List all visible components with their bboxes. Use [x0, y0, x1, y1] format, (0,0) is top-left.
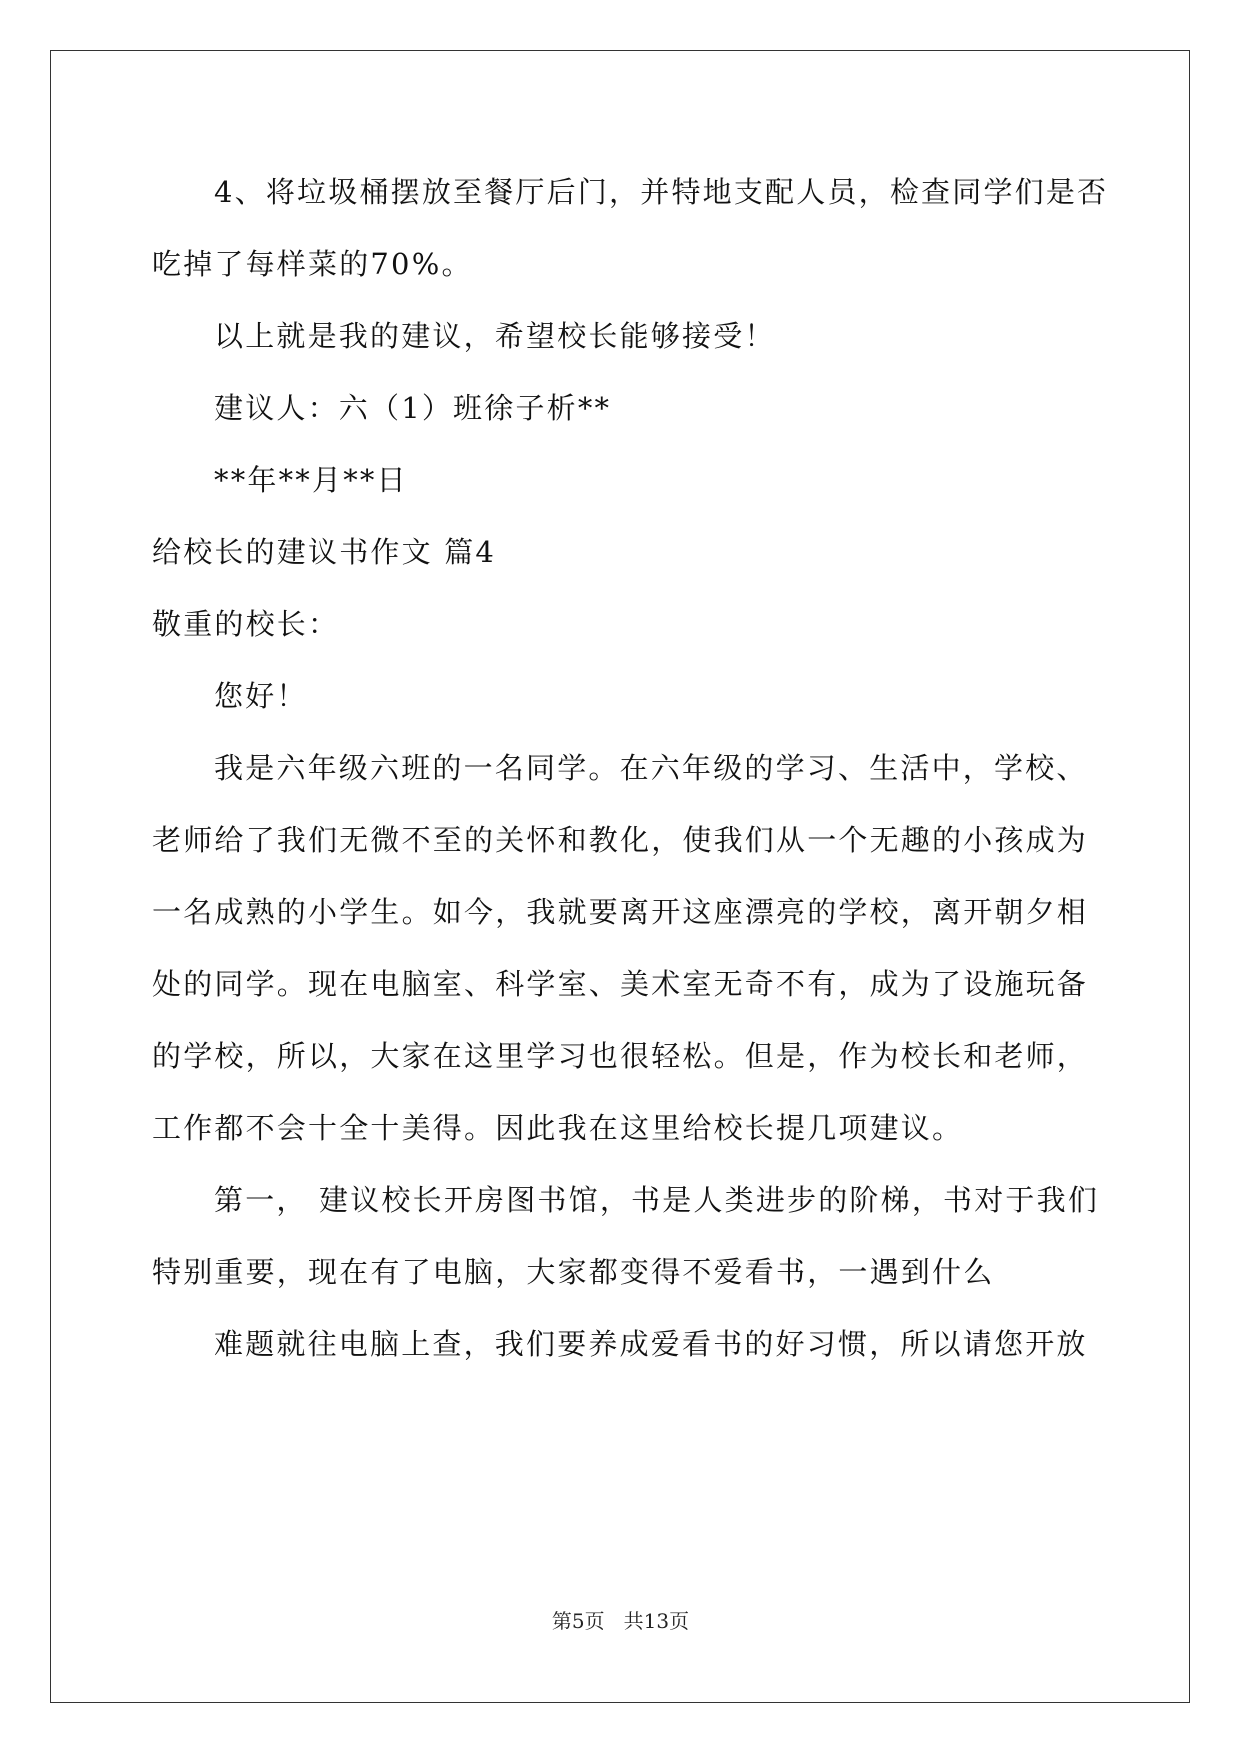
text-line-1: 4、将垃圾桶摆放至餐厅后门，并特地支配人员，检查同学们是否 [214, 175, 1109, 209]
text-line-2: 吃掉了每样菜的70%。 [152, 247, 473, 281]
text-line-12: 处的同学。现在电脑室、科学室、美术室无奇不有，成为了设施玩备 [152, 967, 1089, 1001]
text-line-11: 一名成熟的小学生。如今，我就要离开这座漂亮的学校，离开朝夕相 [152, 895, 1089, 929]
text-line-15: 第一， 建议校长开房图书馆，书是人类进步的阶梯，书对于我们 [214, 1183, 1100, 1217]
text-line-13: 的学校，所以，大家在这里学习也很轻松。但是，作为校长和老师， [152, 1039, 1089, 1073]
text-line-9: 我是六年级六班的一名同学。在六年级的学习、生活中，学校、 [214, 751, 1088, 785]
page-border [50, 50, 1190, 1703]
text-line-17: 难题就往电脑上查，我们要养成爱看书的好习惯，所以请您开放 [214, 1327, 1088, 1361]
text-line-16: 特别重要，现在有了电脑，大家都变得不爱看书，一遇到什么 [152, 1255, 995, 1289]
text-line-5: **年**月**日 [214, 463, 408, 497]
page-footer: 第5页 共13页 [551, 1609, 690, 1633]
section-heading: 给校长的建议书作文 篇4 [152, 535, 497, 569]
greeting: 您好！ [214, 679, 308, 713]
text-line-4: 建议人：六（1）班徐子析** [214, 391, 612, 425]
salutation: 敬重的校长： [152, 607, 340, 641]
text-line-14: 工作都不会十全十美得。因此我在这里给校长提几项建议。 [152, 1111, 964, 1145]
text-line-3: 以上就是我的建议，希望校长能够接受！ [214, 319, 776, 353]
text-line-10: 老师给了我们无微不至的关怀和教化，使我们从一个无趣的小孩成为 [152, 823, 1089, 857]
